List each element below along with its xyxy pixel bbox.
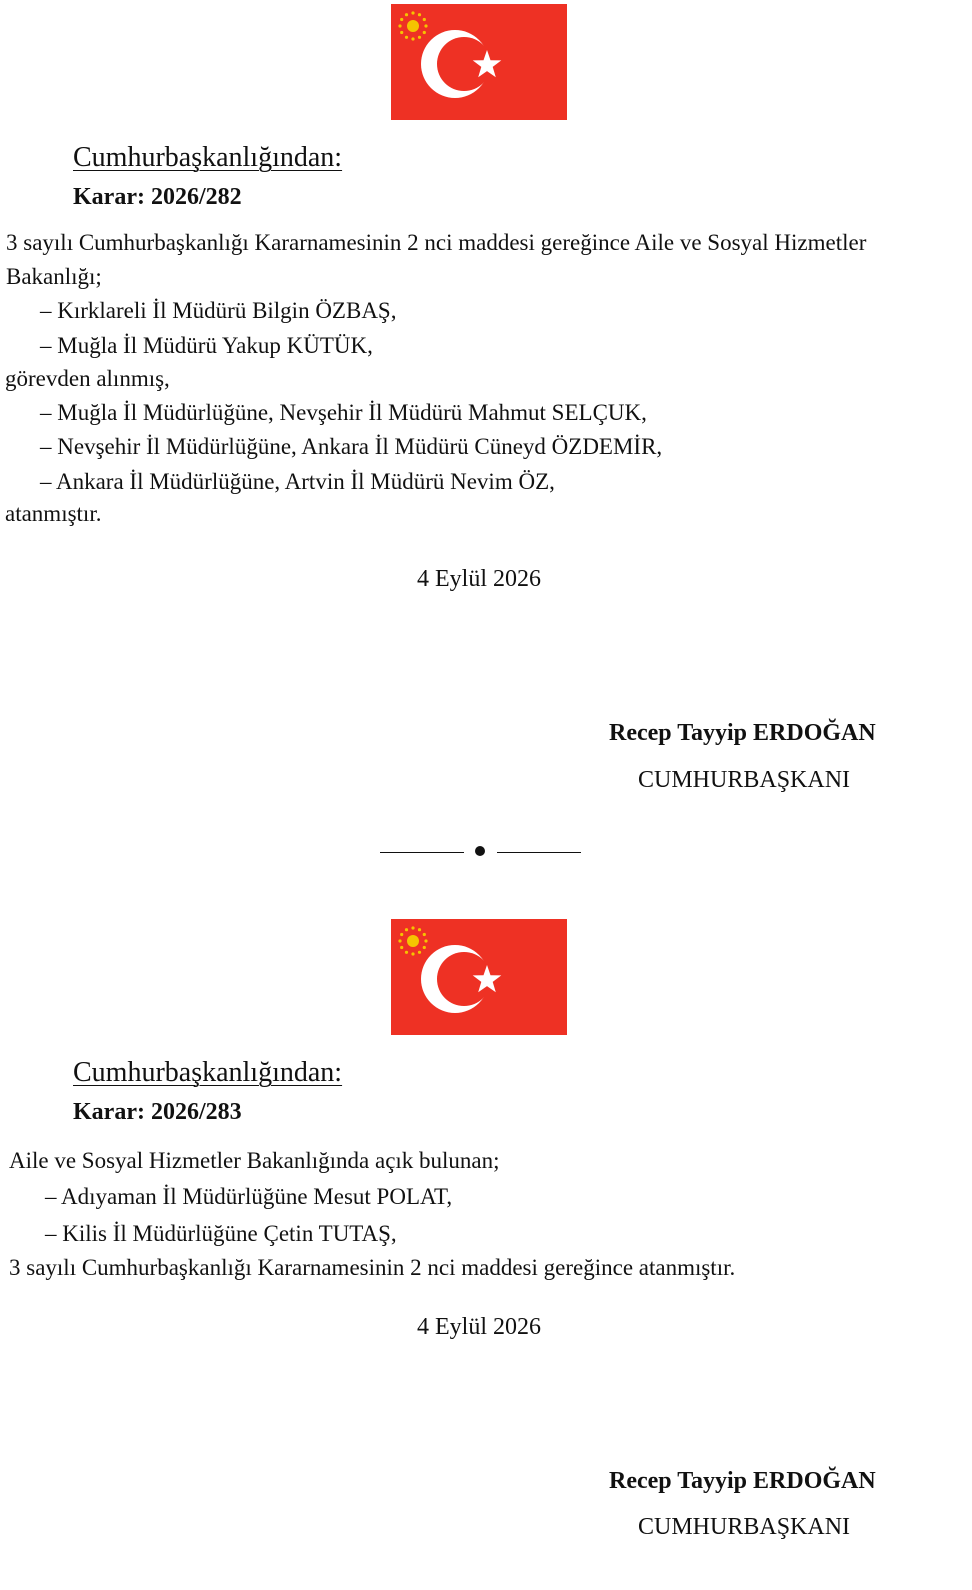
list-item: – Nevşehir İl Müdürlüğüne, Ankara İl Müdürü Cüneyd ÖZDEMİR, <box>40 434 663 459</box>
body-line: 3 sayılı Cumhurbaşkanlığı Kararnamesinin 2 nci maddesi gereğince atanmıştır. <box>9 1255 736 1280</box>
signer-name: Recep Tayyip ERDOĞAN <box>609 1468 876 1494</box>
decision-heading: Cumhurbaşkanlığından: <box>73 1057 343 1088</box>
body-line: 3 sayılı Cumhurbaşkanlığı Kararnamesinin 2 nci maddesi gereğince Aile ve Sosyal Hizmetler <box>6 230 867 255</box>
list-item: – Muğla İl Müdürlüğüne, Nevşehir İl Müdürü Mahmut SELÇUK, <box>40 400 647 425</box>
presidential-flag-emblem <box>391 4 567 120</box>
list-item: – Kırklareli İl Müdürü Bilgin ÖZBAŞ, <box>40 298 397 323</box>
list-item: – Ankara İl Müdürlüğüne, Artvin İl Müdürü Nevim ÖZ, <box>40 469 555 494</box>
list-item: – Muğla İl Müdürü Yakup KÜTÜK, <box>40 333 373 358</box>
decision-date: 4 Eylül 2026 <box>417 566 541 592</box>
body-line: atanmıştır. <box>5 501 102 526</box>
separator-line-left <box>380 852 464 853</box>
list-item: – Kilis İl Müdürlüğüne Çetin TUTAŞ, <box>45 1221 397 1246</box>
signer-name: Recep Tayyip ERDOĞAN <box>609 720 876 746</box>
body-line: Bakanlığı; <box>6 264 102 289</box>
decision-date: 4 Eylül 2026 <box>417 1314 541 1340</box>
separator-line-right <box>497 852 581 853</box>
body-line: Aile ve Sosyal Hizmetler Bakanlığında açık bulunan; <box>9 1148 500 1173</box>
presidential-flag-emblem <box>391 919 567 1035</box>
signer-title: CUMHURBAŞKANI <box>638 1514 851 1540</box>
decision-heading: Cumhurbaşkanlığından: <box>73 142 343 173</box>
list-item: – Adıyaman İl Müdürlüğüne Mesut POLAT, <box>45 1184 453 1209</box>
separator-dot <box>475 846 485 856</box>
decision-number: Karar: 2026/282 <box>73 184 242 210</box>
section-separator <box>380 842 580 862</box>
body-line: görevden alınmış, <box>5 366 170 391</box>
signer-title: CUMHURBAŞKANI <box>638 767 851 793</box>
decision-number: Karar: 2026/283 <box>73 1099 242 1125</box>
